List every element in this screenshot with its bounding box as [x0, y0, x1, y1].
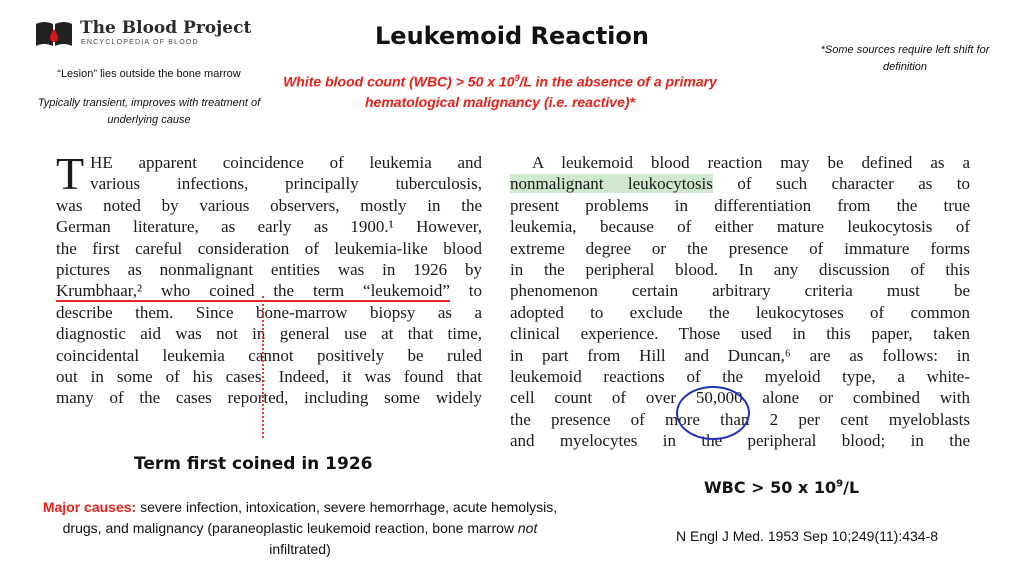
excerpt-line: leukemia, because of either mature leukocytosis of	[510, 217, 970, 237]
excerpt-line: diagnostic aid was not in general use at that time,	[56, 324, 482, 344]
wbc-part2: /L	[843, 478, 860, 497]
excerpt-line: extreme degree or the presence of immature forms	[510, 238, 970, 258]
wbc-threshold-label	[704, 478, 859, 497]
excerpt-line: the presence of more than 2 per cent myeloblasts	[510, 409, 970, 429]
wbc-part1: WBC > 50 x 10	[704, 478, 837, 497]
excerpt-line: HE apparent coincidence of leukemia and	[90, 153, 482, 172]
excerpt-line: present problems in differentiation from the true	[510, 195, 970, 215]
wbc-exponent: 9	[836, 478, 844, 490]
circle-pre: cell count of over	[510, 388, 696, 408]
transient-note: Typically transient, improves with treatment of underlying cause	[37, 97, 261, 126]
definition-part1: White blood count (WBC) > 50 x 10	[283, 73, 515, 90]
excerpt-line-underlined	[56, 280, 482, 301]
lesion-note: “Lesion” lies outside the bone marrow	[57, 68, 241, 80]
causes-text1: severe infection, intoxication, severe hemorrhage, acute hemolysis, drugs, and malignancy (paraneoplastic leukemoid reaction, bone marrow	[62, 499, 558, 536]
excerpt-line: and myelocytes in the peripheral blood; in the	[510, 431, 970, 451]
excerpt-line: German literature, as early as 1900.¹ However,	[56, 217, 482, 237]
underlined-phrase: Krumbhaar,² who coined the term “leukemoid”	[56, 281, 450, 301]
excerpt-line: pictures as nonmalignant entities was in 1926 by	[56, 260, 482, 280]
page-title: Leukemoid Reaction	[375, 22, 649, 50]
left-shift-note: *Some sources require left shift for definition	[820, 44, 990, 73]
underlined-rest: to	[449, 281, 482, 301]
excerpt-line: phenomenon certain arbitrary criteria must be	[510, 281, 970, 301]
highlight-rest: of such character as to	[712, 174, 970, 194]
term-first-coined: Term first coined in 1926	[134, 454, 373, 474]
logo-title: The Blood Project	[80, 18, 252, 38]
dotted-divider	[262, 296, 264, 438]
excerpt-line: clinical experience. Those used in this paper, taken	[510, 324, 970, 344]
highlighted-phrase: nonmalignant leukocytosis	[510, 174, 713, 194]
article-excerpt-left	[56, 148, 482, 409]
definition-exponent: 9	[514, 73, 520, 83]
circle-post: alone or combined with	[742, 388, 970, 408]
citation: N Engl J Med. 1953 Sep 10;249(11):434-8	[676, 528, 939, 544]
excerpt-line: in the peripheral blood. In any discussion of this	[510, 260, 970, 280]
major-causes-label: Major causes:	[42, 499, 137, 515]
causes-not: not	[517, 520, 538, 536]
circled-value: 50,000	[695, 388, 743, 408]
drop-cap: T	[56, 148, 85, 199]
excerpt-line	[510, 152, 970, 173]
excerpt-line: was noted by various observers, mostly in the	[56, 195, 482, 215]
major-causes	[40, 497, 560, 560]
excerpt-line: adopted to exclude the leukocytoses of common	[510, 302, 970, 322]
excerpt-line: out in some of his cases. Indeed, it was found that	[56, 367, 482, 387]
excerpt-line: leukemoid reactions of the myeloid type, a white-	[510, 367, 970, 387]
excerpt-first-line: A leukemoid blood reaction may be defined as a	[532, 153, 970, 172]
excerpt-line: various infections, principally tuberculosis,	[90, 174, 482, 194]
excerpt-line: describe them. Since bone-marrow biopsy as a	[56, 302, 482, 322]
definition-text	[280, 68, 720, 112]
excerpt-line: coincidental leukemia cannot positively be ruled	[56, 345, 482, 365]
definition-part2: /L in the absence of a primary hematological malignancy (i.e. reactive)*	[365, 73, 717, 110]
causes-text2: infiltrated)	[269, 541, 331, 557]
excerpt-line: in part from Hill and Duncan,⁶ are as follows: in	[510, 345, 970, 365]
logo-subtitle: ENCYCLOPEDIA OF BLOOD	[81, 39, 199, 46]
excerpt-line: the first careful consideration of leukemia-like blood	[56, 238, 482, 258]
circle-annotation	[676, 386, 750, 440]
excerpt-line-highlighted	[510, 173, 970, 194]
excerpt-line: many of the cases reported, including some widely	[56, 388, 482, 408]
